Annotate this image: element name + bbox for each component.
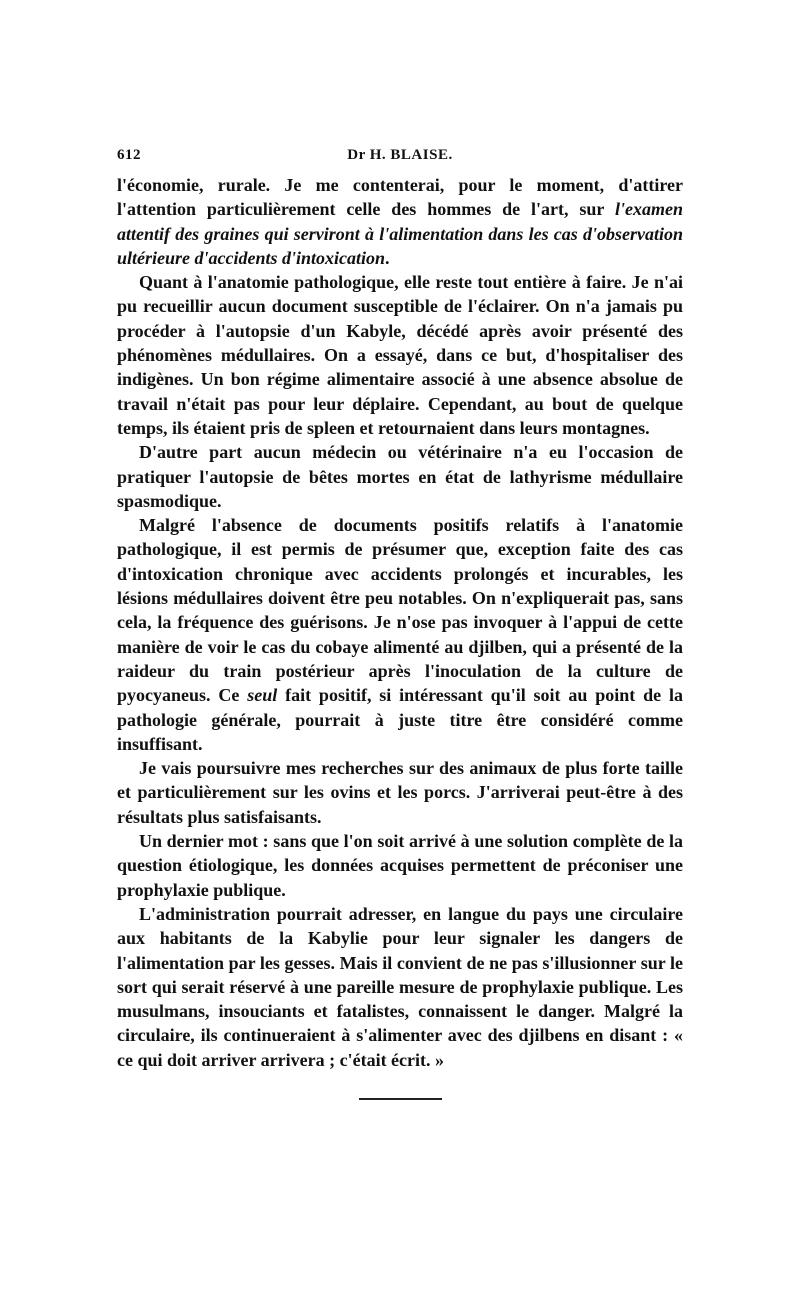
paragraph: Je vais poursuivre mes recherches sur des animaux de plus forte taille et particulièrement sur les ovins et les porcs. J'arriverai peut-être à des résultats plus satisfaisants. bbox=[117, 758, 683, 827]
paragraph: Un dernier mot : sans que l'on soit arrivé à une solution complète de la question étiologique, les données acquises permettent de préconiser une prophylaxie publique. bbox=[117, 831, 683, 900]
paragraph: Quant à l'anatomie pathologique, elle reste tout entière à faire. Je n'ai pu recueillir aucun document susceptible de l'éclairer. On n'a jamais pu procéder à l'autopsie d'un Kabyle, décédé après avoir présenté des phénomènes médullaires. On a essayé, dans ce but, d'hospitaliser des indigènes. Un bon régime alimentaire associé à une absence absolue de travail n'était pas pour leur déplaire. Cependant, au bout de quelque temps, ils étaient pris de spleen et retournaient dans leurs montagnes. bbox=[117, 272, 683, 438]
emphasized-text: seul bbox=[247, 685, 278, 706]
paragraph: L'administration pourrait adresser, en langue du pays une circulaire aux habitants de la Kabylie pour leur signaler les dangers de l'alimentation par les gesses. Mais il convient de ne pas s'illusionner sur le sort qui serait réservé à une pareille mesure de prophylaxie publique. Les musulmans, insouciants et fatalistes, connaissent le danger. Malgré la circulaire, ils continueraient à s'alimenter avec des djilbens en disant : « ce qui doit arriver arrivera ; c'était écrit. » bbox=[117, 903, 683, 1070]
closing-rule bbox=[359, 1098, 442, 1100]
running-title: Dr H. BLAISE. bbox=[347, 147, 453, 163]
paragraph: l'économie, rurale. Je me contenterai, pour le moment, d'attirer l'attention particulièrement celle des hommes de l'art, sur l'examen attentif des graines qui serviront à l'alimentation dans les cas d'observation ultérieure d'accidents d'intoxication. bbox=[117, 175, 683, 268]
paragraph: D'autre part aucun médecin ou vétérinaire n'a eu l'occasion de pratiquer l'autopsie de bêtes mortes en état de lathyrisme médullaire spasmodique. bbox=[117, 442, 683, 511]
running-head bbox=[117, 143, 683, 173]
paragraph: Malgré l'absence de documents positifs relatifs à l'anatomie pathologique, il est permis de présumer que, exception faite des cas d'intoxication chronique avec accidents prolongés et incurables, les lésions médullaires doivent être peu notables. On n'expliquerait pas, sans cela, la fréquence des guérisons. Je n'ose pas invoquer à l'appui de cette manière de voir le cas du cobaye alimenté au djilben, qui a présenté de la raideur du train postérieur après l'inoculation de la culture de pyocyaneus. Ce seul fait positif, si intéressant qu'il soit au point de la pathologie générale, pourrait à juste titre être considéré comme insuffisant. bbox=[117, 515, 683, 754]
page-number: 612 bbox=[117, 147, 141, 163]
body-text bbox=[117, 173, 683, 1072]
emphasized-text: l'examen attentif des graines qui serviront à l'alimentation dans les cas d'observation ultérieure d'accidents d'intoxication bbox=[117, 199, 683, 268]
book-page bbox=[117, 143, 683, 1100]
